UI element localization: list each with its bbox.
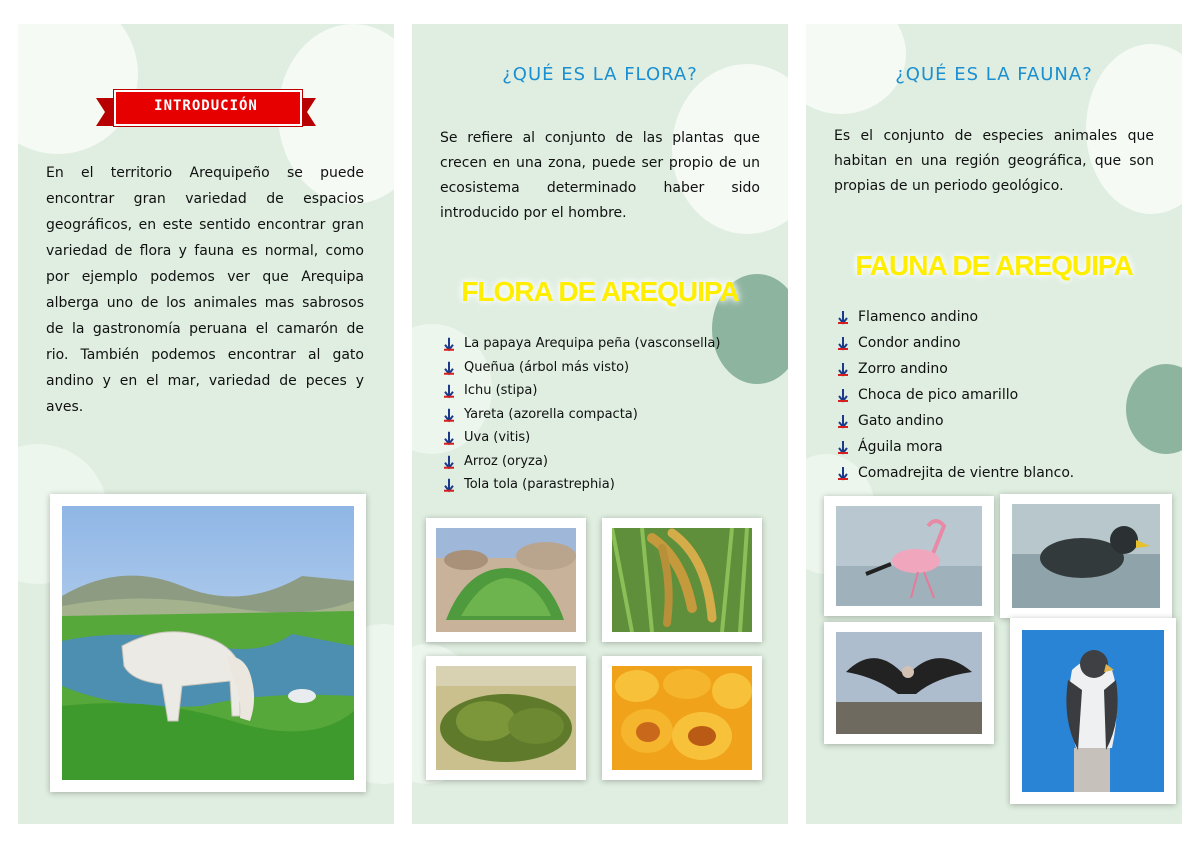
photo-yareta: [426, 518, 586, 642]
arrow-down-icon: [442, 356, 456, 380]
fauna-list-item-label: Gato andino: [858, 413, 944, 429]
fauna-list-item-label: Flamenco andino: [858, 309, 979, 325]
flora-list-item: [440, 356, 780, 380]
photo-coot: [1000, 494, 1172, 618]
photo-rice: [602, 518, 762, 642]
fauna-list-item: [834, 304, 1174, 330]
arrow-down-icon: [442, 403, 456, 427]
arrow-down-icon: [442, 473, 456, 497]
fauna-list-item: [834, 460, 1174, 486]
arrow-down-icon: [836, 330, 850, 356]
flora-list: [440, 332, 780, 497]
introduction-text: En el territorio Arequipeño se puede encontrar gran variedad de espacios geográficos, en este sentido encontrar gran variedad de flora y fauna es normal, como por ejemplo podemos ver que Arequipa alberga uno de los animales mas sabrosos de la gastronomía peruana el camarón de rio. También podemos encontrar al gato andino y en el mar, variedad de peces y aves.: [46, 165, 364, 415]
fauna-list-item: [834, 434, 1174, 460]
flora-list-item-label: Arroz (oryza): [464, 453, 548, 469]
arrow-down-icon: [442, 450, 456, 474]
flora-list-item: [440, 426, 780, 450]
fauna-list-item-label: Choca de pico amarillo: [858, 387, 1019, 403]
fauna-list-item-label: Comadrejita de vientre blanco.: [858, 465, 1075, 481]
flora-heading: ¿QUÉ ES LA FLORA?: [502, 64, 698, 85]
fauna-list-item: [834, 356, 1174, 382]
arrow-down-icon: [836, 408, 850, 434]
flora-list-item: [440, 473, 780, 497]
fauna-heading: ¿QUÉ ES LA FAUNA?: [895, 64, 1093, 85]
arrow-down-icon: [442, 332, 456, 356]
flora-list-item-label: Uva (vitis): [464, 430, 531, 445]
photo-tola: [426, 656, 586, 780]
fauna-list-item-label: Condor andino: [858, 335, 961, 351]
panel-fauna: [806, 24, 1182, 824]
flora-list-item: [440, 450, 780, 474]
arrow-down-icon: [442, 379, 456, 403]
fauna-list-item-label: Águila mora: [858, 439, 943, 455]
arrow-down-icon: [836, 382, 850, 408]
flora-list-item: [440, 379, 780, 403]
fauna-title: FAUNA DE AREQUIPA: [855, 250, 1133, 281]
flora-list-item-label: Ichu (stipa): [464, 383, 538, 398]
photo-eagle: [1010, 618, 1176, 804]
photo-flamingo: [824, 496, 994, 616]
banner-label: INTRODUCIÓN: [154, 98, 258, 114]
panel-flora: [412, 24, 788, 824]
fauna-list-item: [834, 382, 1174, 408]
photo-condor: [824, 622, 994, 744]
arrow-down-icon: [836, 434, 850, 460]
fauna-list: [834, 304, 1174, 486]
fauna-list-item: [834, 408, 1174, 434]
flora-title: FLORA DE AREQUIPA: [461, 276, 739, 307]
photo-papaya: [602, 656, 762, 780]
fauna-definition: Es el conjunto de especies animales que habitan en una región geográfica, que son propias de un periodo geológico.: [834, 128, 1154, 194]
fauna-list-item-label: Zorro andino: [858, 361, 948, 377]
arrow-down-icon: [836, 304, 850, 330]
introduction-banner: [96, 84, 316, 128]
panel-introduction: [18, 24, 394, 824]
arrow-down-icon: [442, 426, 456, 450]
flora-list-item-label: Queñua (árbol más visto): [464, 359, 630, 375]
flora-list-item-label: Tola tola (parastrephia): [464, 477, 615, 492]
flora-list-item: [440, 403, 780, 427]
arrow-down-icon: [836, 460, 850, 486]
flora-list-item: [440, 332, 780, 356]
arrow-down-icon: [836, 356, 850, 382]
flora-list-item-label: La papaya Arequipa peña (vasconsella): [464, 336, 721, 351]
flora-list-item-label: Yareta (azorella compacta): [464, 406, 638, 422]
flora-definition: Se refiere al conjunto de las plantas que crecen en una zona, puede ser propio de un ecosistema determinado haber sido introducido por el hombre.: [440, 130, 760, 221]
photo-alpaca: [50, 494, 366, 792]
fauna-list-item: [834, 330, 1174, 356]
